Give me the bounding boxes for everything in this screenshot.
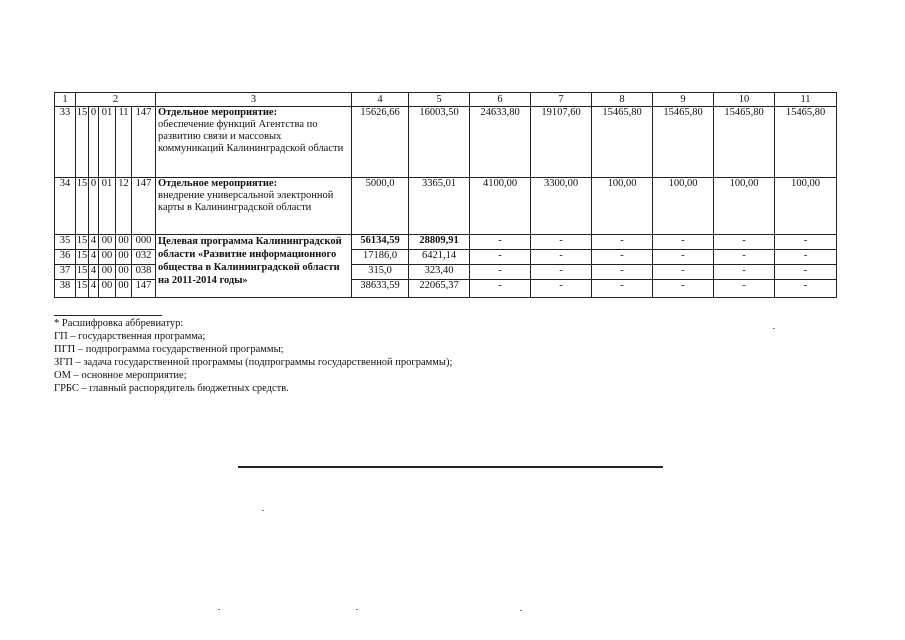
value-col-8: - — [592, 250, 653, 265]
footnote-item: ПГП – подпрограмма государственной программы; — [54, 344, 284, 355]
header-col-1: 1 — [55, 93, 76, 107]
code-pgp: 4 — [89, 280, 99, 298]
value-col-4: 38633,59 — [352, 280, 409, 298]
value-col-7: - — [531, 280, 592, 298]
code-om: 11 — [116, 107, 132, 178]
row-desc-text: обеспечение функций Агентства по развитию связи и массовых коммуникаций Калининградской области — [158, 119, 344, 154]
scan-speck — [218, 609, 220, 610]
header-col-11: 11 — [775, 93, 837, 107]
code-pgp: 0 — [89, 178, 99, 235]
code-zgp: 00 — [99, 280, 116, 298]
header-col-7: 7 — [531, 93, 592, 107]
code-zgp: 00 — [99, 250, 116, 265]
code-grbs: 000 — [132, 235, 156, 250]
header-col-4: 4 — [352, 93, 409, 107]
row-title: Отдельное мероприятие: — [158, 178, 278, 189]
code-om: 12 — [116, 178, 132, 235]
value-col-9: - — [653, 280, 714, 298]
value-col-6: 4100,00 — [470, 178, 531, 235]
table-row — [55, 235, 837, 250]
header-col-9: 9 — [653, 93, 714, 107]
code-om: 00 — [116, 265, 132, 280]
footnote-item: ОМ – основное мероприятие; — [54, 370, 187, 381]
budget-table — [54, 92, 837, 298]
header-col-8: 8 — [592, 93, 653, 107]
code-gp: 15 — [76, 107, 89, 178]
code-om: 00 — [116, 235, 132, 250]
row-description — [156, 107, 352, 178]
value-col-8: - — [592, 235, 653, 250]
value-col-4: 56134,59 — [352, 235, 409, 250]
footnote-divider — [54, 315, 162, 316]
value-col-4: 315,0 — [352, 265, 409, 280]
value-col-10: - — [714, 265, 775, 280]
value-col-6: - — [470, 250, 531, 265]
code-grbs: 147 — [132, 280, 156, 298]
row-desc-text: внедрение универсальной электронной карты в Калининградской области — [158, 190, 334, 213]
value-col-5: 323,40 — [409, 265, 470, 280]
row-number: 35 — [55, 235, 76, 250]
code-gp: 15 — [76, 178, 89, 235]
code-zgp: 01 — [99, 178, 116, 235]
code-grbs: 147 — [132, 178, 156, 235]
row-title: Отдельное мероприятие: — [158, 107, 278, 118]
row-number: 33 — [55, 107, 76, 178]
row-number: 38 — [55, 280, 76, 298]
scan-speck — [356, 609, 358, 610]
value-col-9: - — [653, 250, 714, 265]
value-col-4: 15626,66 — [352, 107, 409, 178]
code-om: 00 — [116, 250, 132, 265]
code-gp: 15 — [76, 280, 89, 298]
value-col-10: 100,00 — [714, 178, 775, 235]
value-col-4: 5000,0 — [352, 178, 409, 235]
value-col-5: 6421,14 — [409, 250, 470, 265]
code-pgp: 4 — [89, 265, 99, 280]
value-col-8: 15465,80 — [592, 107, 653, 178]
footnotes — [54, 317, 452, 395]
value-col-8: - — [592, 265, 653, 280]
value-col-10: - — [714, 235, 775, 250]
code-zgp: 00 — [99, 235, 116, 250]
row-number: 37 — [55, 265, 76, 280]
value-col-4: 17186,0 — [352, 250, 409, 265]
scan-speck — [262, 510, 264, 511]
value-col-9: 15465,80 — [653, 107, 714, 178]
value-col-5: 22065,37 — [409, 280, 470, 298]
code-gp: 15 — [76, 235, 89, 250]
header-col-5: 5 — [409, 93, 470, 107]
footnote-item: ГРБС – главный распорядитель бюджетных средств. — [54, 383, 289, 394]
code-grbs: 038 — [132, 265, 156, 280]
value-col-6: - — [470, 265, 531, 280]
row-description — [156, 178, 352, 235]
code-grbs: 032 — [132, 250, 156, 265]
row-number: 36 — [55, 250, 76, 265]
table-row — [55, 178, 837, 235]
value-col-5: 28809,91 — [409, 235, 470, 250]
value-col-9: - — [653, 265, 714, 280]
row-number: 34 — [55, 178, 76, 235]
scan-speck — [520, 610, 522, 611]
code-om: 00 — [116, 280, 132, 298]
value-col-11: - — [775, 265, 837, 280]
code-zgp: 01 — [99, 107, 116, 178]
value-col-7: 3300,00 — [531, 178, 592, 235]
code-grbs: 147 — [132, 107, 156, 178]
value-col-11: - — [775, 280, 837, 298]
value-col-8: - — [592, 280, 653, 298]
signature-line — [238, 466, 663, 468]
value-col-10: 15465,80 — [714, 107, 775, 178]
value-col-9: - — [653, 235, 714, 250]
code-pgp: 0 — [89, 107, 99, 178]
value-col-7: - — [531, 250, 592, 265]
value-col-6: - — [470, 280, 531, 298]
header-col-3: 3 — [156, 93, 352, 107]
value-col-10: - — [714, 280, 775, 298]
code-gp: 15 — [76, 250, 89, 265]
footnote-item: ЗГП – задача государственной программы (подпрограммы государственной программы); — [54, 357, 453, 368]
code-gp: 15 — [76, 265, 89, 280]
value-col-10: - — [714, 250, 775, 265]
code-pgp: 4 — [89, 250, 99, 265]
value-col-11: 100,00 — [775, 178, 837, 235]
code-pgp: 4 — [89, 235, 99, 250]
value-col-5: 16003,50 — [409, 107, 470, 178]
value-col-11: - — [775, 235, 837, 250]
value-col-8: 100,00 — [592, 178, 653, 235]
value-col-9: 100,00 — [653, 178, 714, 235]
value-col-7: - — [531, 265, 592, 280]
footnote-item: ГП – государственная программа; — [54, 331, 206, 342]
header-row — [55, 93, 837, 107]
value-col-5: 3365,01 — [409, 178, 470, 235]
value-col-7: - — [531, 235, 592, 250]
header-col-2: 2 — [76, 93, 156, 107]
value-col-6: - — [470, 235, 531, 250]
value-col-11: 15465,80 — [775, 107, 837, 178]
scan-speck — [773, 328, 775, 329]
value-col-7: 19107,60 — [531, 107, 592, 178]
value-col-11: - — [775, 250, 837, 265]
code-zgp: 00 — [99, 265, 116, 280]
header-col-6: 6 — [470, 93, 531, 107]
value-col-6: 24633,80 — [470, 107, 531, 178]
program-title: Целевая программа Калининградской области «Развитие информационного общества в Калининградской области на 2011-2014 годы» — [156, 235, 352, 298]
header-col-10: 10 — [714, 93, 775, 107]
footnote-heading: * Расшифровка аббревиатур: — [54, 318, 184, 329]
table-row — [55, 107, 837, 178]
